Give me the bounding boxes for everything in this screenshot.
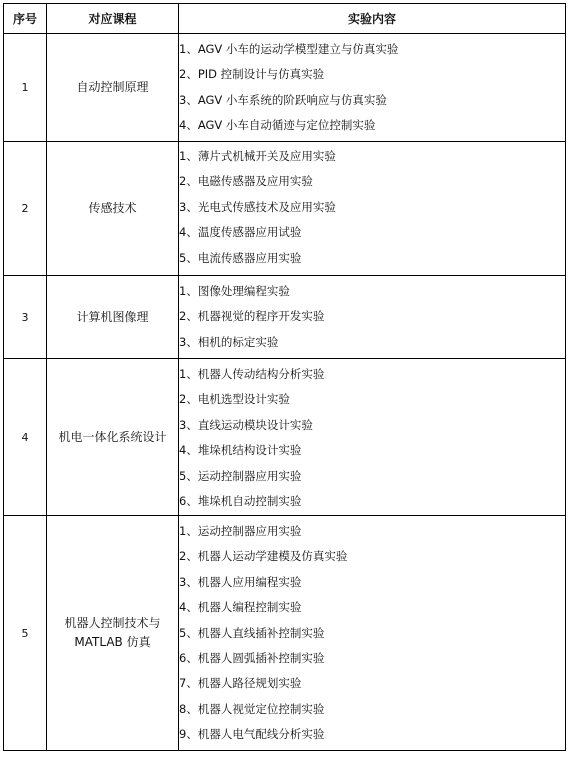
experiment-item: 6、机器人圆弧插补控制实验 <box>179 650 325 665</box>
row-number: 5 <box>4 516 47 751</box>
experiment-item: 2、机器人运动学建模及仿真实验 <box>179 549 348 564</box>
table-header-row <box>4 4 566 34</box>
experiment-item: 3、相机的标定实验 <box>179 334 279 349</box>
experiment-list-cell <box>179 34 566 142</box>
experiment-list-cell <box>179 516 566 751</box>
experiment-list-cell <box>179 276 566 359</box>
experiment-list <box>179 276 565 355</box>
course-name: 自动控制原理 <box>47 34 179 142</box>
experiment-item: 3、直线运动模块设计实验 <box>179 417 313 432</box>
experiment-list <box>179 34 565 139</box>
experiment-item: 5、电流传感器应用实验 <box>179 250 302 265</box>
experiment-item: 4、AGV 小车自动循迹与定位控制实验 <box>179 118 376 133</box>
experiment-item: 2、机器视觉的程序开发实验 <box>179 309 325 324</box>
experiment-item: 4、堆垛机结构设计实验 <box>179 443 302 458</box>
experiment-item: 2、电机选型设计实验 <box>179 392 290 407</box>
experiment-item: 2、电磁传感器及应用实验 <box>179 174 313 189</box>
experiment-item: 2、PID 控制设计与仿真实验 <box>179 67 325 82</box>
experiment-item: 1、运动控制器应用实验 <box>179 524 302 538</box>
experiment-item: 4、机器人编程控制实验 <box>179 600 302 615</box>
experiment-item: 1、AGV 小车的运动学模型建立与仿真实验 <box>179 42 399 56</box>
experiment-item: 3、机器人应用编程实验 <box>179 574 302 589</box>
course-experiment-table <box>3 3 566 751</box>
experiment-item: 6、堆垛机自动控制实验 <box>179 493 302 508</box>
course-name: 计算机图像理 <box>47 276 179 359</box>
experiment-list <box>179 142 565 271</box>
course-name: 机电一体化系统设计 <box>47 359 179 516</box>
experiment-item: 8、机器人视觉定位控制实验 <box>179 701 325 716</box>
experiment-item: 5、机器人直线插补控制实验 <box>179 625 325 640</box>
experiment-item: 1、图像处理编程实验 <box>179 284 290 298</box>
experiment-item: 5、运动控制器应用实验 <box>179 468 302 483</box>
experiment-item: 3、光电式传感技术及应用实验 <box>179 199 336 214</box>
table-row <box>4 34 566 142</box>
row-number: 1 <box>4 34 47 142</box>
header-course: 对应课程 <box>47 4 179 34</box>
table-row <box>4 142 566 276</box>
row-number: 2 <box>4 142 47 276</box>
experiment-item: 9、机器人电气配线分析实验 <box>179 727 325 742</box>
header-content: 实验内容 <box>179 4 566 34</box>
table-row <box>4 276 566 359</box>
table-row <box>4 516 566 751</box>
experiment-list <box>179 516 565 748</box>
row-number: 4 <box>4 359 47 516</box>
row-number: 3 <box>4 276 47 359</box>
experiment-item: 1、机器人传动结构分析实验 <box>179 367 325 381</box>
course-name: 传感技术 <box>47 142 179 276</box>
experiment-item: 1、薄片式机械开关及应用实验 <box>179 149 336 163</box>
experiment-list <box>179 359 565 514</box>
experiment-list-cell <box>179 359 566 516</box>
experiment-item: 3、AGV 小车系统的阶跃响应与仿真实验 <box>179 92 387 107</box>
table-row <box>4 359 566 516</box>
experiment-item: 4、温度传感器应用试验 <box>179 225 302 240</box>
course-name: 机器人控制技术与 MATLAB 仿真 <box>47 516 179 751</box>
experiment-list-cell <box>179 142 566 276</box>
experiment-item: 7、机器人路径规划实验 <box>179 676 302 691</box>
header-no: 序号 <box>4 4 47 34</box>
